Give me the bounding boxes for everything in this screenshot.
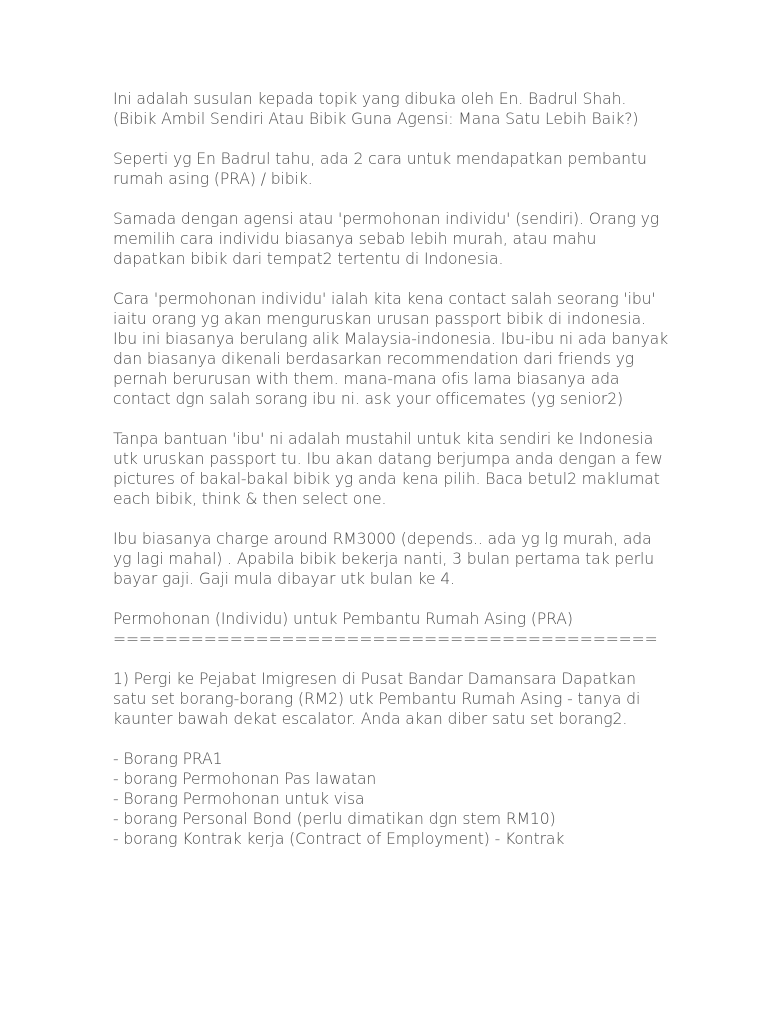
list-item: - borang Permohonan Pas lawatan bbox=[113, 770, 377, 788]
list-item: - Borang Permohonan untuk visa bbox=[113, 790, 365, 808]
paragraph-charges: Ibu biasanya charge around RM3000 (depends.. ada yg lg murah, ada yg lagi mahal) . Apabila bibik bekerja nanti, 3 bulan pertama tak perlu bayar gaji. Gaji mula dibayar utk bulan ke 4. bbox=[113, 530, 659, 588]
paragraph-intro: Ini adalah susulan kepada topik yang dibuka oleh En. Badrul Shah. (Bibik Ambil Sendiri Atau Bibik Guna Agensi: Mana Satu Lebih Baik?) bbox=[113, 90, 639, 128]
paragraph-ibu-contact: Cara 'permohonan individu' ialah kita kena contact salah seorang 'ibu' iaitu orang yg akan menguruskan urusan passport bibik di indonesia. Ibu ini biasanya berulang alik Malaysia-indonesia. Ibu-ibu ni ada banyak dan biasanya dikenali berdasarkan recommendation dari friends yg pernah berurusan with them. mana-mana ofis lama biasanya ada contact dgn salah sorang ibu ni. ask your officemates (yg senior2) bbox=[113, 290, 673, 408]
list-item: - borang Personal Bond (perlu dimatikan dgn stem RM10) bbox=[113, 810, 556, 828]
paragraph-ibu-help: Tanpa bantuan 'ibu' ni adalah mustahil untuk kita sendiri ke Indonesia utk uruskan passport tu. Ibu akan datang berjumpa anda dengan a few pictures of bakal-bakal bibik yg anda kena pilih. Baca betul2 maklumat each bibik, think & then select one. bbox=[113, 430, 668, 508]
list-item: - borang Kontrak kerja (Contract of Employment) - Kontrak bbox=[113, 830, 565, 848]
section-separator: ========================================== bbox=[113, 630, 658, 648]
paragraph-agency-or-individual: Samada dengan agensi atau 'permohonan individu' (sendiri). Orang yg memilih cara individu biasanya sebab lebih murah, atau mahu dapatkan bibik dari tempat2 tertentu di Indonesia. bbox=[113, 210, 664, 268]
paragraph-two-ways: Seperti yg En Badrul tahu, ada 2 cara untuk mendapatkan pembantu rumah asing (PRA) / bibik. bbox=[113, 150, 652, 188]
list-item: - Borang PRA1 bbox=[113, 750, 223, 768]
forms-list bbox=[113, 749, 673, 849]
document-body bbox=[113, 89, 673, 849]
section-heading: Permohonan (Individu) untuk Pembantu Rumah Asing (PRA) bbox=[113, 610, 573, 628]
step-1: 1) Pergi ke Pejabat Imigresen di Pusat Bandar Damansara Dapatkan satu set borang-borang (RM2) utk Pembantu Rumah Asing - tanya di kaunter bawah dekat escalator. Anda akan diber satu set borang2. bbox=[113, 670, 646, 728]
